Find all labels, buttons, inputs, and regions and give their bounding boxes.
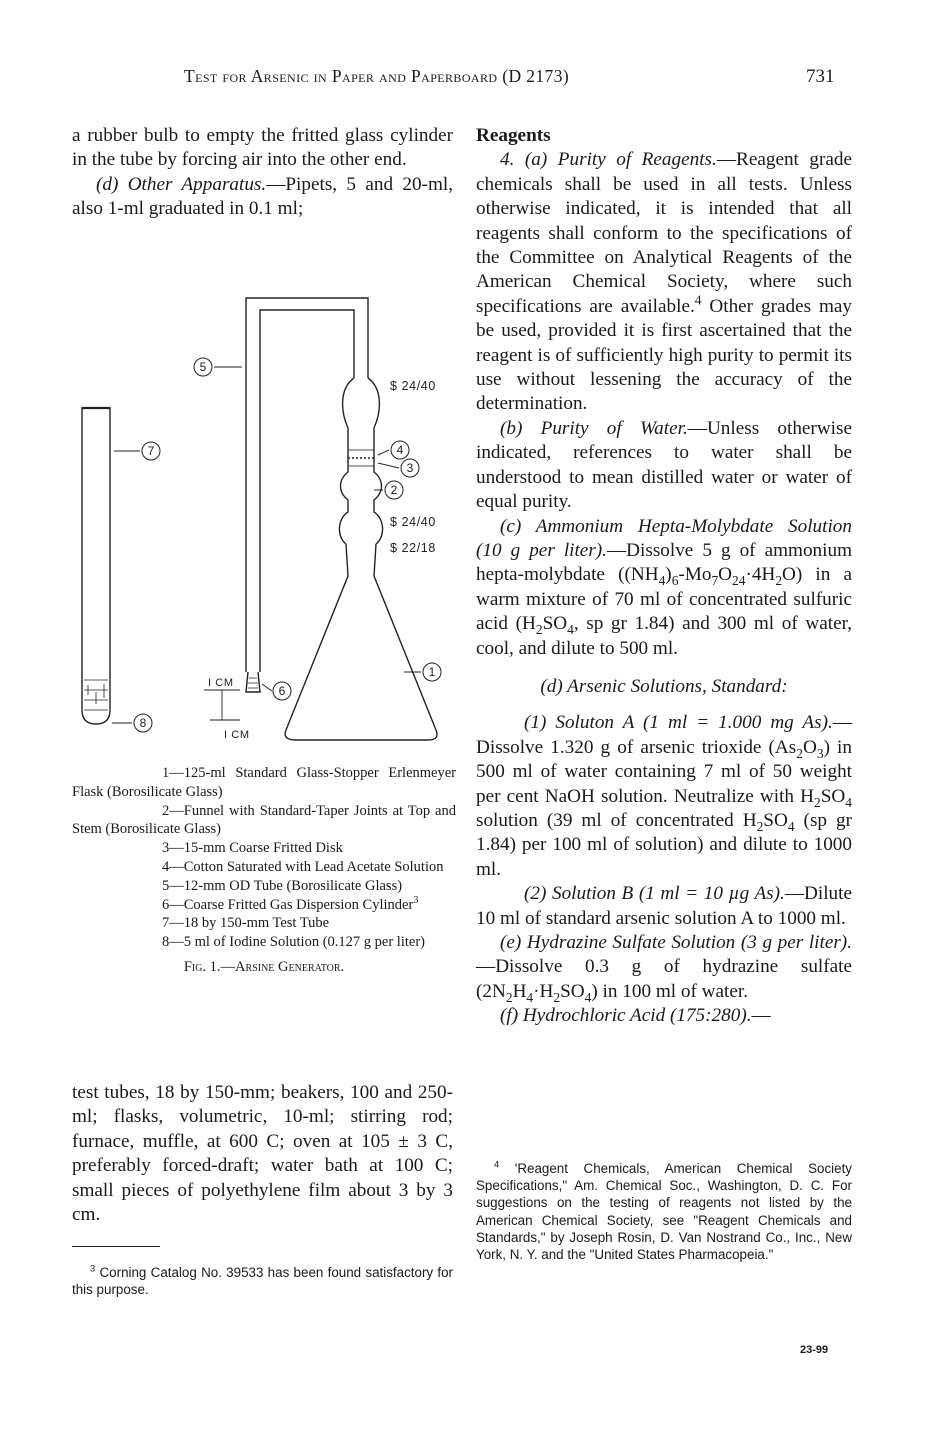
hydrazine-text-b: H xyxy=(512,980,527,1002)
solution-a-text-d: SO xyxy=(820,785,846,807)
left-column-bottom xyxy=(72,1081,453,1227)
footnote-rule-left xyxy=(72,1246,160,1247)
running-header: Test for Arsenic in Paper and Paperboard (D 2173) xyxy=(184,66,570,86)
iodine-solution xyxy=(84,680,108,710)
purity-reagents-text-2: Other grades may be used, provided it is first ascertained that the reagent is of sufficiently high purity to permit its use without lessening the accuracy of the determination. xyxy=(476,295,852,415)
legend-item-6 xyxy=(72,896,456,915)
footnote-3-mark: 3 xyxy=(90,1263,96,1274)
footnote-3 xyxy=(72,1264,453,1298)
paragraph-solution-b xyxy=(476,882,852,931)
figure-legend xyxy=(72,764,456,977)
section-heading-reagents: Reagents xyxy=(476,125,551,146)
callout-1: 1 xyxy=(428,665,436,679)
solution-a-text-g: (sp gr 1.84) per 100 ml of solution) and dilute to 1000 ml. xyxy=(476,809,853,880)
page-number: 731 xyxy=(806,66,835,87)
legend-item-1: 1—125-ml Standard Glass-Stopper Erlenmeyer Flask (Borosilicate Glass) xyxy=(72,765,456,800)
paragraph-hydrazine: (e) Hydrazine Sulfate Solution (3 g per liter).—Dissolve 0.3 g of hydrazine sulfate $(2N_2H_4\cdot H_2SO_4)$ in 100 ml of water. xyxy=(476,932,852,1005)
joint-label-top: $ 24/40 xyxy=(390,379,436,393)
hydrazine-label: (e) Hydrazine Sulfate Solution (3 g per liter). xyxy=(500,932,852,953)
erlenmeyer-flask xyxy=(285,544,437,740)
arsenic-solutions-heading: (d) Arsenic Solutions, Standard: xyxy=(540,675,788,697)
solution-a-text-c: ) in 500 ml of water containing 7 ml of 50 weight per cent NaOH solution. Neutralize with H xyxy=(476,736,852,807)
molybdate-label: (c) Ammonium Hepta-Molybdate Solution (10 g per liter). xyxy=(476,515,852,561)
footnote-4-text: 'Reagent Chemicals, American Chemical Society Specifications," Am. Chemical Soc., Washington, D. C. For suggestions on the testing of reagents not listed by the American Chemical Society, see "Reagent Chemicals and Standards," by Joseph Rosin, D. Van Nostrand Co., Inc., New York, N. Y. and the "United States Pharmacopeia." xyxy=(476,1161,852,1263)
footnote-4 xyxy=(476,1160,852,1263)
footnote-4-mark: 4 xyxy=(494,1159,500,1170)
callout-5: 5 xyxy=(199,360,207,374)
molybdate-text-f: O) in a warm mixture of 70 ml of concentrated sulfuric acid (H xyxy=(476,564,852,635)
solution-a-text-a: —Dissolve 1.320 g of arsenic trioxide (As xyxy=(476,712,852,758)
paragraph-solution-a: (1) Soluton A (1 ml = 1.000 mg As).—Dissolve 1.320 g of arsenic trioxide $(As_2O_3)$ in 500 ml of water containing 7 ml of 50 weight per cent NaOH solution. Neutralize with $H_2SO_4$ solution (39 ml of concentrated $H_2SO_4$ (sp gr 1.84) per 100 ml of solution) and dilute to 1000 ml. xyxy=(476,712,853,880)
left-column-top xyxy=(72,124,453,222)
joint-label-low: $ 22/18 xyxy=(390,541,436,555)
paragraph-other-apparatus xyxy=(72,173,453,222)
solution-a-text-b: O xyxy=(802,736,817,758)
purity-reagents-footnote-mark: 4 xyxy=(694,292,702,308)
legend-item-5: 5—12-mm OD Tube (Borosilicate Glass) xyxy=(162,877,403,894)
hydrazine-text-d: SO xyxy=(560,980,585,1002)
callout-7: 7 xyxy=(147,444,155,458)
solution-b-label: (2) Solution B (1 ml = 10 µg As). xyxy=(524,883,785,905)
legend-item-2: 2—Funnel with Standard-Taper Joints at Top and Stem (Borosilicate Glass) xyxy=(72,802,456,838)
legend-item-4: 4—Cotton Saturated with Lead Acetate Solution xyxy=(162,858,444,875)
arsine-generator-figure xyxy=(72,280,462,760)
funnel-left-wall xyxy=(339,378,354,544)
callout-8: 8 xyxy=(139,716,147,730)
hydrazine-text-c: ·H xyxy=(533,980,554,1002)
paragraph-purity-water xyxy=(476,417,852,515)
cm-label-lower: I CM xyxy=(224,729,250,741)
paragraph-apparatus-end: a rubber bulb to empty the fritted glass cylinder in the tube by forcing air into the other end. xyxy=(72,125,453,171)
dispersion-cylinder-dots xyxy=(248,678,258,688)
paragraph-apparatus-list: test tubes, 18 by 150-mm; beakers, 100 and 250-ml; flasks, volumetric, 10-ml; stirring rod; furnace, muffle, at 600 C; oven at 105 ± 3 C, preferably forced-draft; water bath at 100 C; small pieces of polyethylene film about 3 by 3 cm. xyxy=(72,1082,453,1226)
hydrochloric-label: (f) Hydrochloric Acid (175:280). xyxy=(500,1005,752,1027)
callout-4: 4 xyxy=(396,443,404,457)
purity-reagents-label: 4. (a) Purity of Reagents. xyxy=(500,149,717,171)
solution-a-text-f: SO xyxy=(763,809,788,831)
delivery-tube-inner xyxy=(260,310,354,455)
figure-caption: Fig. 1.—Arsine Generator. xyxy=(183,958,345,975)
footer-code: 23-99 xyxy=(800,1344,829,1356)
molybdate-text-e: ·4H xyxy=(745,564,776,586)
dispersion-cylinder xyxy=(246,672,260,692)
hydrazine-text-a: —Dissolve 0.3 g of hydrazine sulfate (2N xyxy=(476,956,852,1002)
purity-water-text: —Unless otherwise indicated, references to water shall be understood to mean distilled water or water of equal purity. xyxy=(476,417,852,513)
cm-label-upper: I CM xyxy=(208,677,234,689)
purity-reagents-text: —Reagent grade chemicals shall be used in all tests. Unless otherwise indicated, it is intended that all reagents shall conform to the specifications of the Committee on Analytical Reagents of the American Chemical Society, where such specifications are available. xyxy=(476,149,853,317)
molybdate-text-d: O xyxy=(718,564,733,586)
funnel-right-wall xyxy=(368,378,383,544)
right-column xyxy=(476,124,852,1029)
test-tube xyxy=(82,408,110,724)
delivery-tube-down xyxy=(246,455,260,672)
joint-label-mid: $ 24/40 xyxy=(390,515,436,529)
other-apparatus-text: —Pipets, 5 and 20-ml, also 1-ml graduated in 0.1 ml; xyxy=(72,173,453,220)
legend-item-6-footnote-mark: 3 xyxy=(413,894,419,906)
legend-item-7: 7—18 by 150-mm Test Tube xyxy=(162,915,330,932)
legend-item-6-text: 6—Coarse Fritted Gas Dispersion Cylinder xyxy=(162,896,414,913)
molybdate-text-c: Mo xyxy=(684,564,712,586)
paragraph-purity-reagents xyxy=(476,148,852,416)
legend-item-3: 3—15-mm Coarse Fritted Disk xyxy=(162,840,343,857)
molybdate-text-h: , sp gr 1.84) and 300 ml of water, cool, and dilute to 500 ml. xyxy=(476,613,852,659)
hydrochloric-text: — xyxy=(751,1005,771,1027)
hydrazine-text-e: ) in 100 ml of water. xyxy=(591,980,749,1002)
molybdate-text-a: —Dissolve 5 g of ammonium hepta-molybdate ((NH xyxy=(476,539,852,586)
solution-a-label: (1) Soluton A (1 ml = 1.000 mg As). xyxy=(524,712,833,734)
footnote-3-text: Corning Catalog No. 39533 has been found satisfactory for this purpose. xyxy=(72,1265,453,1298)
molybdate-text-b: ) xyxy=(665,564,672,586)
purity-water-label: (b) Purity of Water. xyxy=(500,417,688,439)
other-apparatus-label: (d) Other Apparatus. xyxy=(96,173,267,195)
callout-3: 3 xyxy=(406,461,414,475)
delivery-tube-outer xyxy=(246,298,368,455)
paragraph-molybdate: (c) Ammonium Hepta-Molybdate Solution (10 g per liter).—Dissolve 5 g of ammonium hepta-molybdate $((NH_4)_6-Mo_7O_{24}\cdot 4H_2O)$ in a warm mixture of 70 ml of concentrated sulfuric acid ($H_2SO_4$, sp gr 1.84) and 300 ml of water, cool, and dilute to 500 ml. xyxy=(476,515,852,659)
paragraph-hydrochloric xyxy=(476,1004,852,1028)
solution-b-text: —Dilute 10 ml of standard arsenic solution A to 1000 ml. xyxy=(476,883,852,929)
legend-item-8: 8—5 ml of Iodine Solution (0.127 g per liter) xyxy=(162,934,425,951)
callout-2: 2 xyxy=(390,483,398,497)
callout-6: 6 xyxy=(278,684,286,698)
solution-a-text-e: solution (39 ml of concentrated H xyxy=(476,809,757,831)
molybdate-text-g: SO xyxy=(542,613,568,635)
